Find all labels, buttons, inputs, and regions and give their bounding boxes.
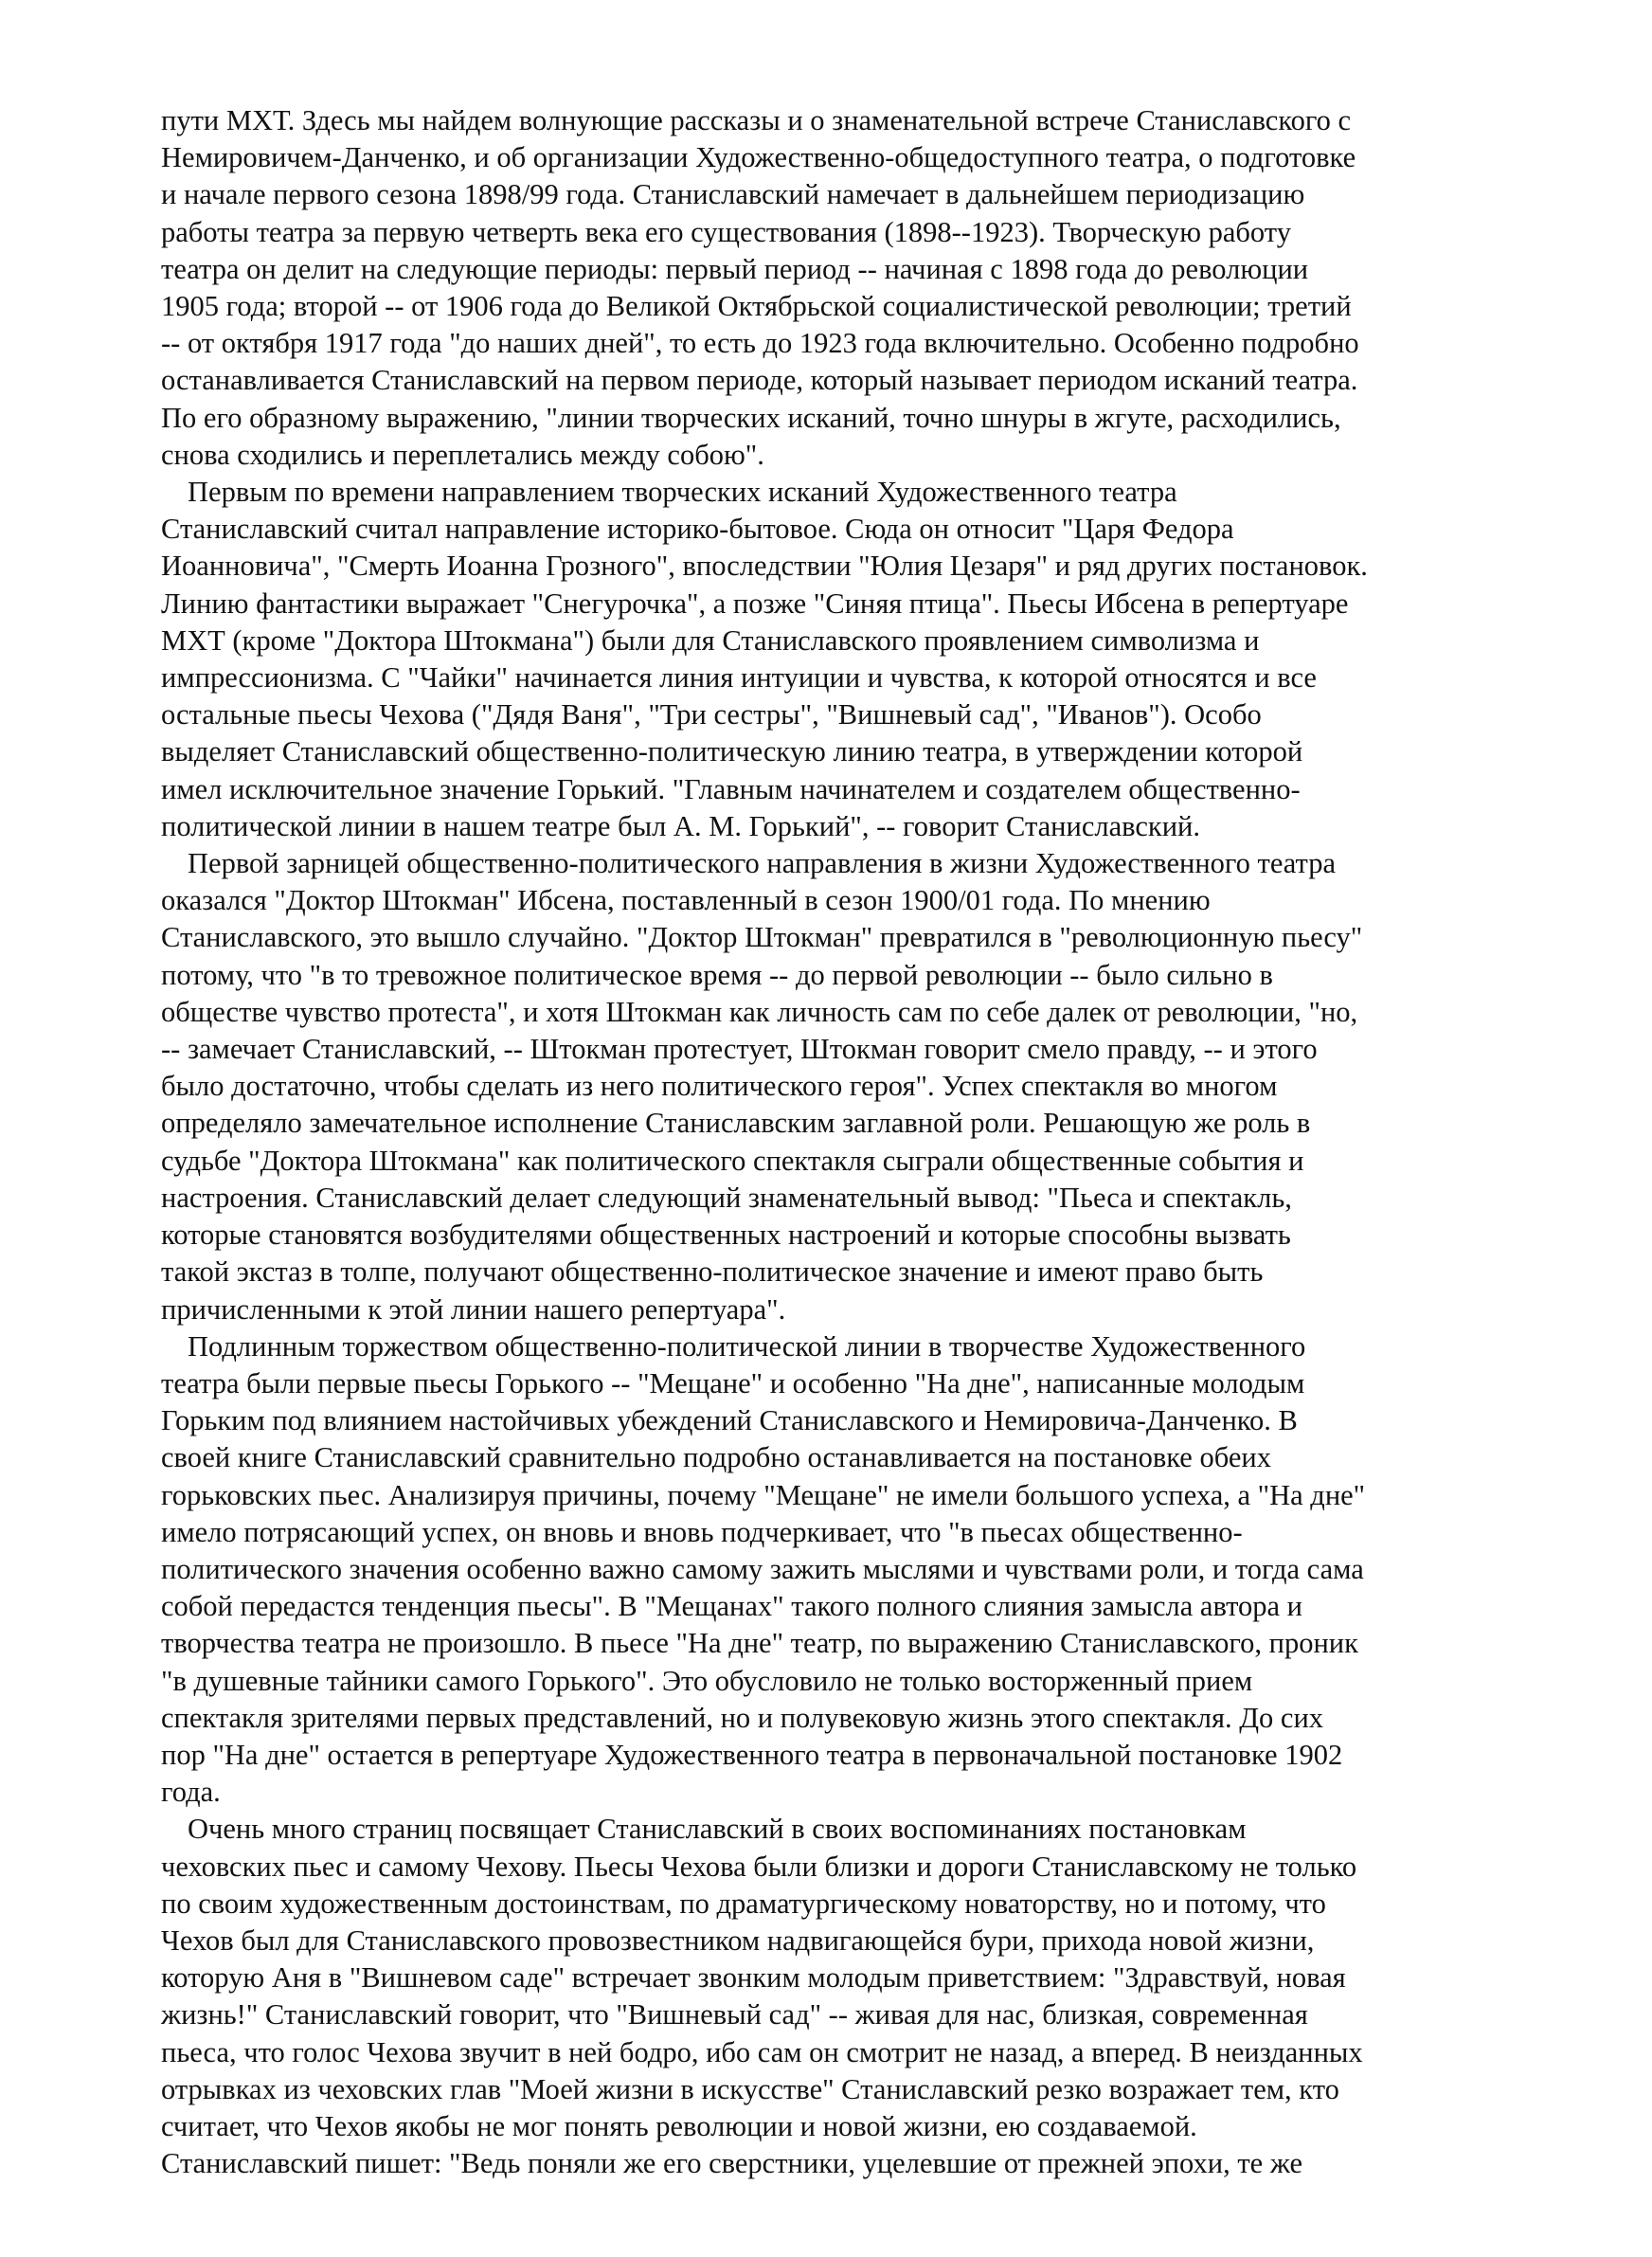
text-line: Чехов был для Станиславского провозвестником надвигающейся бури, прихода новой жизни, [161,1923,1315,1957]
text-line: политической линии в нашем театре был А. М. Горький", -- говорит Станиславский. [161,809,1200,842]
text-line: МХТ (кроме "Доктора Штокмана") были для Станиславского проявлением символизма и [161,623,1260,657]
text-line: Станиславский считал направление историко-бытовое. Сюда он относит "Царя Федора [161,513,1234,546]
text-line: останавливается Станиславский на первом периоде, который называет периодом исканий театра. [161,364,1358,397]
text-line: чеховских пьес и самому Чехову. Пьесы Чехова были близки и дороги Станиславскому не только [161,1850,1357,1883]
paragraph-first-line: Первой зарницей общественно-политического направления в жизни Художественного театра [188,847,1337,880]
text-line: которую Аня в "Вишневом саде" встречает звонким молодым приветствием: "Здравствуй, новая [161,1961,1346,1995]
text-line: обществе чувство протеста", и хотя Штокман как личность сам по себе далек от революции, "но, [161,995,1358,1028]
text-line: Иоанновича", "Смерть Иоанна Грозного", впоследствии "Юлия Цезаря" и ряд других постановок. [161,550,1368,583]
paragraph-first-line: Первым по времени направлением творческих исканий Художественного театра [188,476,1177,509]
text-line: судьбе "Доктора Штокмана" как политического спектакля сыграли общественные события и [161,1144,1304,1177]
text-line: потому, что "в то тревожное политическое время -- до первой революции -- было сильно в [161,958,1273,991]
text-line: остальные пьесы Чехова ("Дядя Ваня", "Три сестры", "Вишневый сад", "Иванов"). Особо [161,698,1262,731]
text-line: которые становятся возбудителями общественных настроений и которые способны вызвать [161,1219,1291,1252]
text-line: спектакля зрителями первых представлений, но и полувековую жизнь этого спектакля. До сих [161,1701,1324,1734]
text-line: жизнь!" Станиславский говорит, что "Вишневый сад" -- живая для нас, близкая, современная [161,1998,1308,2031]
text-line: -- от октября 1917 года "до наших дней", то есть до 1923 года включительно. Особенно подробно [161,327,1359,360]
text-line: причисленными к этой линии нашего репертуара". [161,1292,786,1326]
text-line: Линию фантастики выражает "Снегурочка", а позже "Синяя птица". Пьесы Ибсена в репертуаре [161,587,1349,620]
document-page [161,102,1506,2182]
paragraph-first-line: Очень много страниц посвящает Станиславский в своих воспоминаниях постановкам [188,1813,1247,1846]
text-line: года. [161,1776,221,1809]
text-line: имело потрясающий успех, он вновь и вновь подчеркивает, что "в пьесах общественно- [161,1515,1243,1548]
text-line: творчества театра не произошло. В пьесе "На дне" театр, по выражению Станиславского, проник [161,1627,1358,1660]
text-line: собой передастся тенденция пьесы". В "Мещанах" такого полного слияния замысла автора и [161,1590,1303,1623]
text-line: отрывках из чеховских глав "Моей жизни в искусстве" Станиславский резко возражает тем, кто [161,2072,1339,2105]
text-line: театра он делит на следующие периоды: первый период -- начиная с 1898 года до революции [161,252,1309,285]
text-line: пор "На дне" остается в репертуаре Художественного театра в первоначальной постановке 1902 [161,1738,1343,1771]
text-line: и начале первого сезона 1898/99 года. Станиславский намечает в дальнейшем периодизацию [161,178,1305,211]
text-line: Немировичем-Данченко, и об организации Художественно-общедоступного театра, о подготовке [161,141,1356,174]
text-line: своей книге Станиславский сравнительно подробно останавливается на постановке обеих [161,1441,1271,1474]
text-line: По его образному выражению, "линии творческих исканий, точно шнуры в жгуте, расходились, [161,401,1341,434]
text-line: 1905 года; второй -- от 1906 года до Великой Октябрьской социалистической революции; третий [161,290,1352,323]
paragraph-first-line: Подлинным торжеством общественно-политической линии в творчестве Художественного [188,1329,1306,1363]
text-line: пьеса, что голос Чехова звучит в ней бодро, ибо сам он смотрит не назад, а вперед. В неизданных [161,2035,1363,2068]
text-line: определяло замечательное исполнение Станиславским заглавной роли. Решающую же роль в [161,1107,1311,1140]
text-line: Станиславского, это вышло случайно. "Доктор Штокман" превратился в "революционную пьесу" [161,921,1363,954]
text-line: Станиславский пишет: "Ведь поняли же его сверстники, уцелевшие от прежней эпохи, те же [161,2147,1303,2180]
text-line: политического значения особенно важно самому зажить мыслями и чувствами роли, и тогда сама [161,1552,1364,1585]
text-line: работы театра за первую четверть века его существования (1898--1923). Творческую работу [161,215,1291,248]
text-line: было достаточно, чтобы сделать из него политического героя". Успех спектакля во многом [161,1070,1278,1103]
text-line: Горьким под влиянием настойчивых убеждений Станиславского и Немировича-Данченко. В [161,1404,1298,1437]
text-line: импрессионизма. С "Чайки" начинается линия интуиции и чувства, к которой относятся и все [161,661,1317,695]
text-line: оказался "Доктор Штокман" Ибсена, поставленный в сезон 1900/01 года. По мнению [161,884,1211,917]
text-line: "в душевные тайники самого Горького". Это обусловило не только восторженный прием [161,1664,1253,1697]
text-line: горьковских пьес. Анализируя причины, почему "Мещане" не имели большого успеха, а "На дне" [161,1478,1366,1511]
text-line: считает, что Чехов якобы не мог понять революции и новой жизни, ею создаваемой. [161,2109,1197,2142]
text-line: имел исключительное значение Горький. "Главным начинателем и создателем общественно- [161,772,1301,805]
text-line: настроения. Станиславский делает следующий знаменательный вывод: "Пьеса и спектакль, [161,1181,1292,1214]
text-line: -- замечает Станиславский, -- Штокман протестует, Штокман говорит смело правду, -- и этого [161,1033,1318,1066]
text-line: театра были первые пьесы Горького -- "Мещане" и особенно "На дне", написанные молодым [161,1366,1305,1399]
text-line: по своим художественным достоинствам, по драматургическому новаторству, но и потому, что [161,1887,1326,1920]
text-line: выделяет Станиславский общественно-политическую линию театра, в утверждении которой [161,735,1303,768]
text-line: снова сходились и переплетались между собою". [161,438,764,471]
text-line: такой экстаз в толпе, получают общественно-политическое значение и имеют право быть [161,1255,1264,1289]
text-line: пути МХТ. Здесь мы найдем волнующие рассказы и о знаменательной встрече Станиславского с [161,104,1352,136]
